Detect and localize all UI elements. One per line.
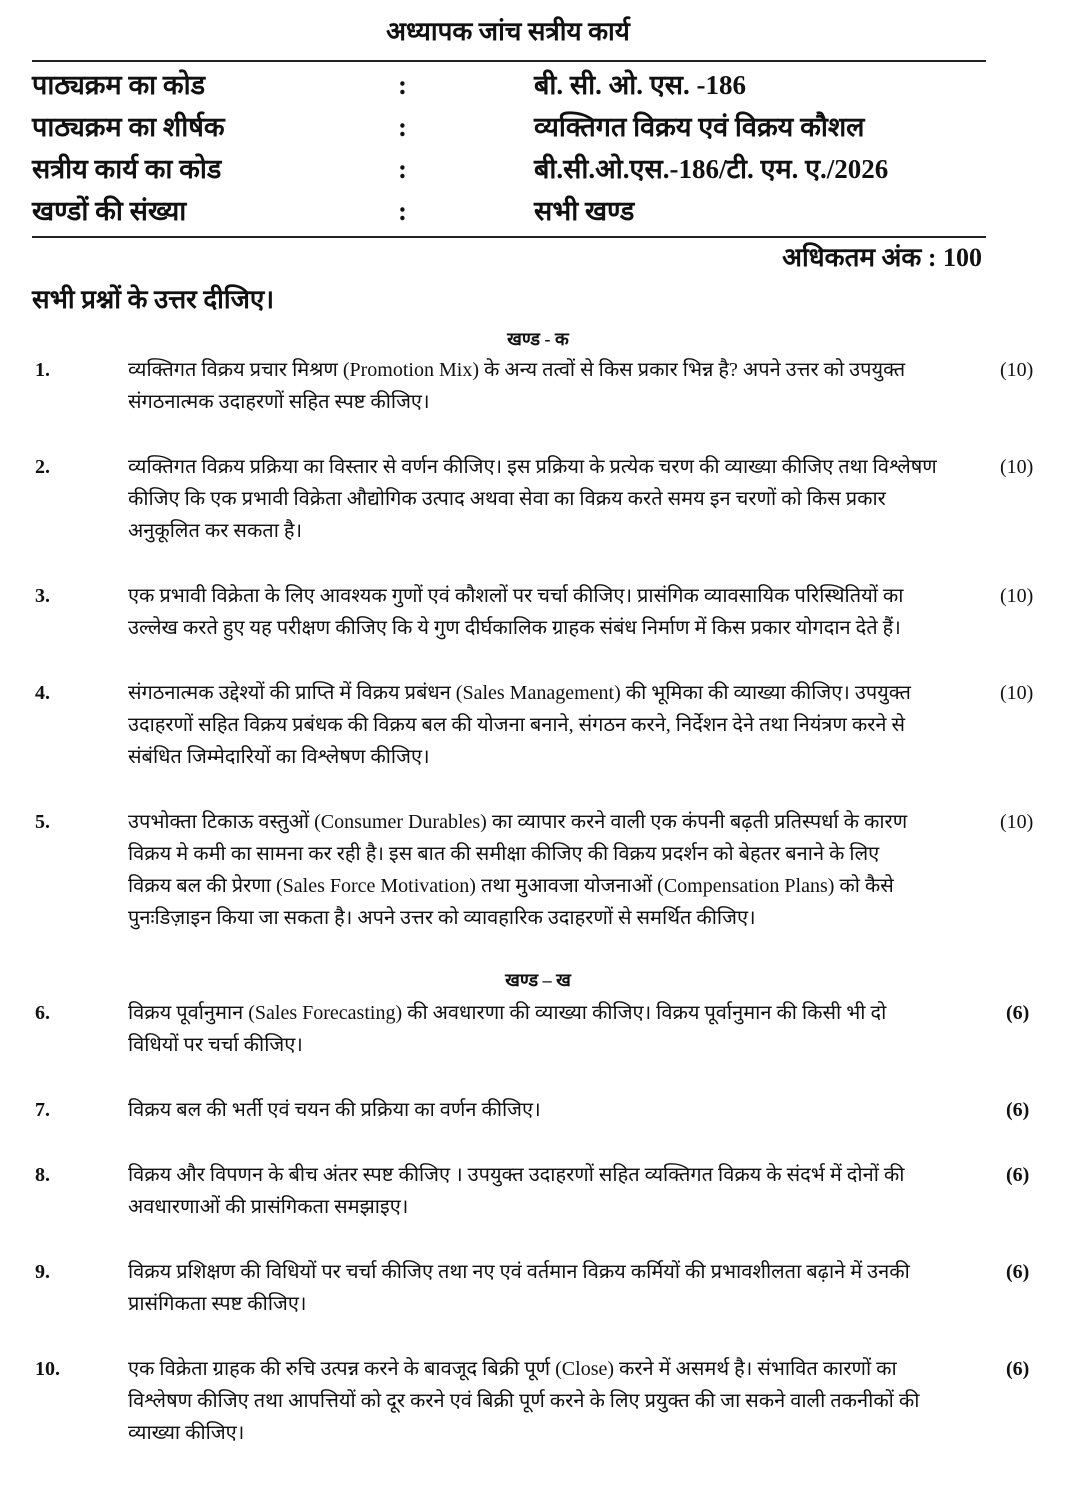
question-number: 2.: [35, 456, 50, 478]
header-value: बी.सी.ओ.एस.-186/टी. एम. ए./2026: [534, 154, 889, 184]
question-marks: (6): [1006, 1164, 1030, 1186]
question-line: व्यक्तिगत विक्रय प्रक्रिया का विस्तार से वर्णन कीजिए। इस प्रक्रिया के प्रत्येक चरण की व्याख्या कीजिए तथा विश्लेषण: [128, 456, 937, 478]
header-row: [32, 106, 984, 148]
question-item: [35, 677, 1080, 773]
question-line: कीजिए कि एक प्रभावी विक्रेता औद्योगिक उत्पाद अथवा सेवा का विक्रय करते समय इन चरणों को किस प्रकार: [128, 488, 886, 510]
question-number: 7.: [35, 1099, 50, 1121]
header-value: सभी खण्ड: [534, 196, 635, 226]
question-line: एक विक्रेता ग्राहक की रुचि उत्पन्न करने के बावजूद बिक्री पूर्ण (Close) करने में असमर्थ है। संभावित कारणों का: [128, 1358, 897, 1380]
question-marks: (6): [1006, 1002, 1030, 1024]
header-colon: :: [398, 196, 407, 226]
question-marks: (10): [1000, 359, 1034, 381]
question-line: अवधारणाओं की प्रासंगिकता समझाइए।: [128, 1196, 409, 1218]
question-line: विश्लेषण कीजिए तथा आपत्तियों को दूर करने एवं बिक्री पूर्ण करने के लिए प्रयुक्त की जा सकने वाली तकनीकों की: [128, 1390, 920, 1412]
question-item: [35, 1094, 1080, 1126]
question-line: विक्रय प्रशिक्षण की विधियों पर चर्चा कीजिए तथा नए एवं वर्तमान विक्रय कर्मियों की प्रभावशीलता बढ़ाने में उनकी: [128, 1261, 910, 1283]
question-marks: (10): [1000, 585, 1034, 607]
question-number: 5.: [35, 811, 50, 833]
question-line: उदाहरणों सहित विक्रय प्रबंधक की विक्रय बल की योजना बनाने, संगठन करने, निर्देशन देने तथा नियंत्रण करने से: [128, 714, 906, 736]
question-marks: (10): [1000, 456, 1034, 478]
header-table: [0, 62, 1080, 236]
question-line: पुनःडिज़ाइन किया जा सकता है। अपने उत्तर को व्यावहारिक उदाहरणों से समर्थित कीजिए।: [128, 907, 756, 929]
instruction: सभी प्रश्नों के उत्तर दीजिए।: [32, 285, 275, 314]
question-number: 1.: [35, 359, 50, 381]
question-number: 4.: [35, 682, 50, 704]
question-text: [128, 1159, 990, 1223]
question-line: व्याख्या कीजिए।: [128, 1422, 245, 1444]
question-item: [35, 1256, 1080, 1320]
question-text: [128, 1094, 990, 1126]
question-line: विक्रय पूर्वानुमान (Sales Forecasting) की अवधारणा की व्याख्या कीजिए। विक्रय पूर्वानुमान की किसी भी दो: [128, 1002, 887, 1024]
question-number: 6.: [35, 1002, 50, 1024]
section-b-heading: खण्ड – ख: [505, 970, 571, 990]
question-line: संगठनात्मक उद्देश्यों की प्राप्ति में विक्रय प्रबंधन (Sales Management) की भूमिका की व्याख्या कीजिए। उपयुक्त: [128, 682, 911, 704]
question-number: 9.: [35, 1261, 50, 1283]
divider-bottom: [32, 236, 986, 238]
document-title: अध्यापक जांच सत्रीय कार्य: [386, 17, 630, 46]
question-line: उल्लेख करते हुए यह परीक्षण कीजिए कि ये गुण दीर्घकालिक ग्राहक संबंध निर्माण में किस प्रकार योगदान देते हैं।: [128, 617, 901, 639]
question-line: अनुकूलित कर सकता है।: [128, 520, 303, 542]
section-b-questions: [0, 997, 1080, 1449]
question-item: [35, 451, 1080, 547]
header-colon: :: [398, 154, 407, 184]
question-line: विक्रय मे कमी का सामना कर रही है। इस बात की समीक्षा कीजिए की विक्रय प्रदर्शन को बेहतर बनाने के लिए: [128, 843, 880, 865]
question-item: [35, 997, 1080, 1061]
question-marks: (6): [1006, 1358, 1030, 1380]
header-colon: :: [398, 112, 407, 142]
question-line: प्रासंगिकता स्पष्ट कीजिए।: [128, 1293, 307, 1315]
question-item: [35, 580, 1080, 644]
header-label: खण्डों की संख्या: [32, 196, 187, 226]
question-text: [128, 1256, 990, 1320]
question-line: उपभोक्ता टिकाऊ वस्तुओं (Consumer Durables) का व्यापार करने वाली एक कंपनी बढ़ती प्रतिस्पर्धा के कारण: [128, 811, 908, 833]
question-item: [35, 354, 1080, 418]
question-line: एक प्रभावी विक्रेता के लिए आवश्यक गुणों एवं कौशलों पर चर्चा कीजिए। प्रासंगिक व्यावसायिक परिस्थितियों का: [128, 585, 904, 607]
header-row: [32, 148, 984, 190]
question-line: व्यक्तिगत विक्रय प्रचार मिश्रण (Promotion Mix) के अन्य तत्वों से किस प्रकार भिन्न है? अपने उत्तर को उपयुक्त: [128, 359, 906, 381]
question-item: [35, 1159, 1080, 1223]
max-marks: अधिकतम अंक : 100: [782, 243, 982, 272]
question-item: [35, 1353, 1080, 1449]
question-number: 8.: [35, 1164, 50, 1186]
question-text: [128, 451, 990, 547]
header-row: [32, 190, 984, 232]
header-label: पाठ्यक्रम का कोड: [32, 70, 206, 100]
question-marks: (10): [1000, 811, 1034, 833]
question-line: विक्रय और विपणन के बीच अंतर स्पष्ट कीजिए । उपयुक्त उदाहरणों सहित व्यक्तिगत विक्रय के संदर्भ में दोनों की: [128, 1164, 905, 1186]
header-label: पाठ्यक्रम का शीर्षक: [32, 112, 225, 142]
question-line: विधियों पर चर्चा कीजिए।: [128, 1034, 303, 1056]
section-a-questions: [0, 354, 1080, 934]
question-number: 3.: [35, 585, 50, 607]
question-text: [128, 354, 990, 418]
question-line: विक्रय बल की भर्ती एवं चयन की प्रक्रिया का वर्णन कीजिए।: [128, 1099, 541, 1121]
question-marks: (10): [1000, 682, 1034, 704]
question-line: संबंधित जिम्मेदारियों का विश्लेषण कीजिए।: [128, 746, 430, 768]
question-text: [128, 1353, 990, 1449]
question-marks: (6): [1006, 1261, 1030, 1283]
question-marks: (6): [1006, 1099, 1030, 1121]
question-text: [128, 997, 990, 1061]
header-value: बी. सी. ओ. एस. -186: [534, 70, 746, 100]
question-item: [35, 806, 1080, 934]
question-text: [128, 677, 990, 773]
header-colon: :: [398, 70, 407, 100]
question-number: 10.: [35, 1358, 60, 1380]
section-a-heading: खण्ड - क: [507, 329, 569, 349]
question-text: [128, 580, 990, 644]
question-line: विक्रय बल की प्रेरणा (Sales Force Motivation) तथा मुआवजा योजनाओं (Compensation Plans) को कैसे: [128, 875, 894, 897]
header-row: [32, 64, 984, 106]
header-label: सत्रीय कार्य का कोड: [32, 154, 222, 184]
question-text: [128, 806, 990, 934]
question-line: संगठनात्मक उदाहरणों सहित स्पष्ट कीजिए।: [128, 391, 430, 413]
header-value: व्यक्तिगत विक्रय एवं विक्रय कौशल: [534, 112, 865, 142]
